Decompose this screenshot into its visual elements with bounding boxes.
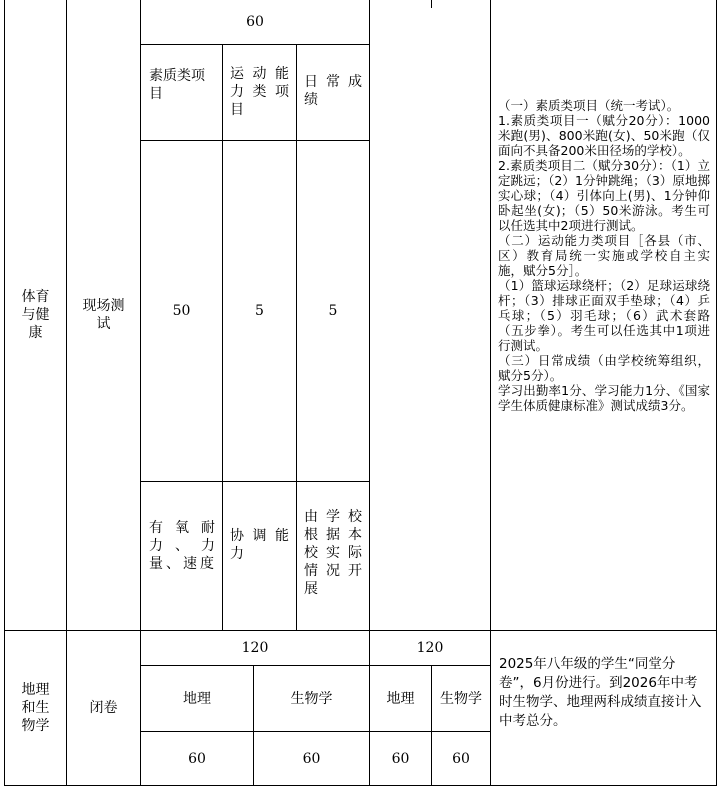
pe-method: 现场测试 — [82, 298, 125, 332]
pe-score-quality: 50 — [172, 303, 191, 319]
pe-note-daily: 由学校根据本校实际情况开展 — [304, 509, 365, 597]
bio-header-left: 生物学 — [290, 690, 333, 707]
pe-header-quality: 素质类项目 — [149, 68, 205, 102]
pe-note-quality: 有氧耐力、力量、速度 — [149, 520, 218, 572]
column-divider — [431, 0, 432, 8]
geo-bio-total-left: 120 — [241, 640, 269, 656]
pe-description-line: 学习出勤率1分、学习能力1分、《国家学生体质健康标准》测试成绩3分。 — [498, 383, 710, 413]
table-border-bottom — [4, 785, 717, 786]
geo-bio-method: 闭卷 — [89, 700, 118, 716]
table-border-right — [716, 0, 717, 786]
geo-bio-subject: 地理和生物学 — [21, 682, 50, 734]
pe-score-daily: 5 — [328, 303, 338, 319]
geo-header-left: 地理 — [183, 690, 211, 707]
pe-header-ability: 运动能力类项目 — [230, 66, 292, 118]
pe-description-line: 2.素质类项目二（赋分30分）：（1）立定跳远；（2）1分钟跳绳；（3）原地掷实心球；（4）引体向上(男)、1分钟仰卧起坐(女)；（5）50米游泳。考生可以任选其中2项进行测试。 — [498, 158, 710, 233]
pe-score-ability: 5 — [255, 303, 264, 319]
pe-description-line: （二）运动能力类项目［各县（市、区）教育局统一实施或学校自主实施，赋分5分］。 — [498, 233, 710, 278]
bio-score-right: 60 — [452, 750, 470, 767]
geo-bio-total-right: 120 — [416, 640, 444, 656]
bio-score-left: 60 — [302, 750, 321, 767]
geo-score-left: 60 — [188, 750, 206, 767]
pe-subject: 体育与健康 — [21, 289, 50, 341]
geo-bio-description: 2025年八年级的学生“同堂分卷”，6月份进行。到2026年中考时生物学、地理两科成绩直接计入中考总分。 — [499, 656, 702, 729]
geo-score-right: 60 — [391, 750, 410, 767]
pe-description-line: （一）素质类项目（统一考试）。 — [498, 98, 680, 113]
pe-description-line: 1.素质类项目一（赋分20分）：1000米跑(男)、800米跑(女)、50米跑（仅面向不具备200米田径场的学校）。 — [498, 113, 710, 158]
pe-note-ability: 协调能力 — [230, 528, 292, 562]
pe-description-line: （1）篮球运球绕杆；（2）足球运球绕杆；（3）排球正面双手垫球；（4）乒乓球；（5）羽毛球；（6）武术套路（五步拳）。考生可以任选其中1项进行测试。 — [498, 278, 710, 353]
bio-header-right: 生物学 — [440, 690, 482, 707]
pe-description-line: （三）日常成绩（由学校统筹组织，赋分5分）。 — [498, 353, 710, 383]
pe-header-daily: 日常成绩 — [304, 74, 365, 108]
pe-total-score: 60 — [246, 14, 264, 30]
geo-header-right: 地理 — [386, 690, 415, 707]
pe-description — [491, 98, 716, 558]
